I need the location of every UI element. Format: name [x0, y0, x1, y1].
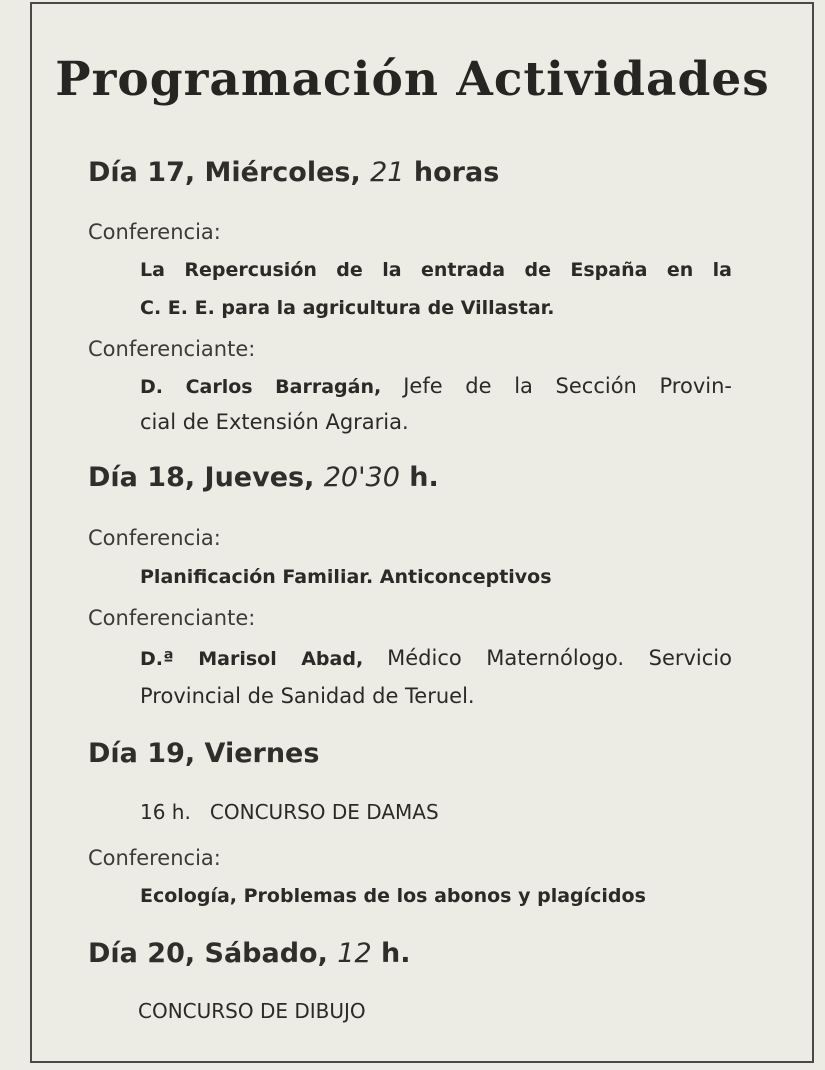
day-18-heading-suffix: h. [409, 462, 439, 493]
day-19-event-time: 16 h. [140, 800, 191, 824]
day-18-conference-label: Conferencia: [88, 526, 221, 550]
day-17-speaker-role-line-1: Jefe de la Sección Provin- [403, 374, 732, 398]
day-18-speaker-line-1 [140, 646, 732, 670]
day-19-conference-label: Conferencia: [88, 846, 221, 870]
day-20-event-name: CONCURSO DE DIBUJO [138, 999, 366, 1023]
day-18-conference-line-1: Planificación Familiar. Anticonceptivos [140, 566, 552, 588]
day-17-conference-label: Conferencia: [88, 220, 221, 244]
day-19-heading: Día 19, Viernes [88, 738, 320, 769]
day-17-speaker-label: Conferenciante: [88, 337, 256, 361]
day-18-heading-time: 20'30 [323, 462, 400, 493]
day-19-conference-line-1: Ecología, Problemas de los abonos y plagícidos [140, 885, 646, 907]
day-17-heading [88, 157, 499, 188]
day-17-speaker-role-line-2: cial de Extensión Agraria. [140, 410, 409, 434]
day-20-heading-prefix: Día 20, Sábado, [88, 938, 328, 969]
day-18-speaker-role-line-1: Médico Maternólogo. Servicio [387, 646, 732, 670]
day-17-heading-prefix: Día 17, Miércoles, [88, 157, 361, 188]
page-title: Programación Actividades [55, 52, 770, 107]
day-19-event-name: CONCURSO DE DAMAS [209, 800, 439, 824]
day-18-heading-prefix: Día 18, Jueves, [88, 462, 315, 493]
day-18-speaker-name: D.ª Marisol Abad, [140, 648, 364, 670]
day-20-heading [88, 938, 411, 969]
day-17-speaker-line-1 [140, 374, 732, 398]
day-20-heading-suffix: h. [381, 938, 411, 969]
day-20-heading-time: 12 [337, 938, 372, 969]
day-17-conference-line-1: La Repercusión de la entrada de España en la [140, 259, 732, 281]
day-18-speaker-role-line-2: Provincial de Sanidad de Teruel. [140, 684, 475, 708]
day-17-heading-suffix: horas [413, 157, 500, 188]
day-17-heading-time: 21 [370, 157, 405, 188]
day-19-event [140, 800, 439, 824]
day-18-heading [88, 462, 439, 493]
day-17-conference-line-2: C. E. E. para la agricultura de Villastar. [140, 297, 555, 319]
day-17-speaker-name: D. Carlos Barragán, [140, 376, 382, 398]
day-18-speaker-label: Conferenciante: [88, 606, 256, 630]
